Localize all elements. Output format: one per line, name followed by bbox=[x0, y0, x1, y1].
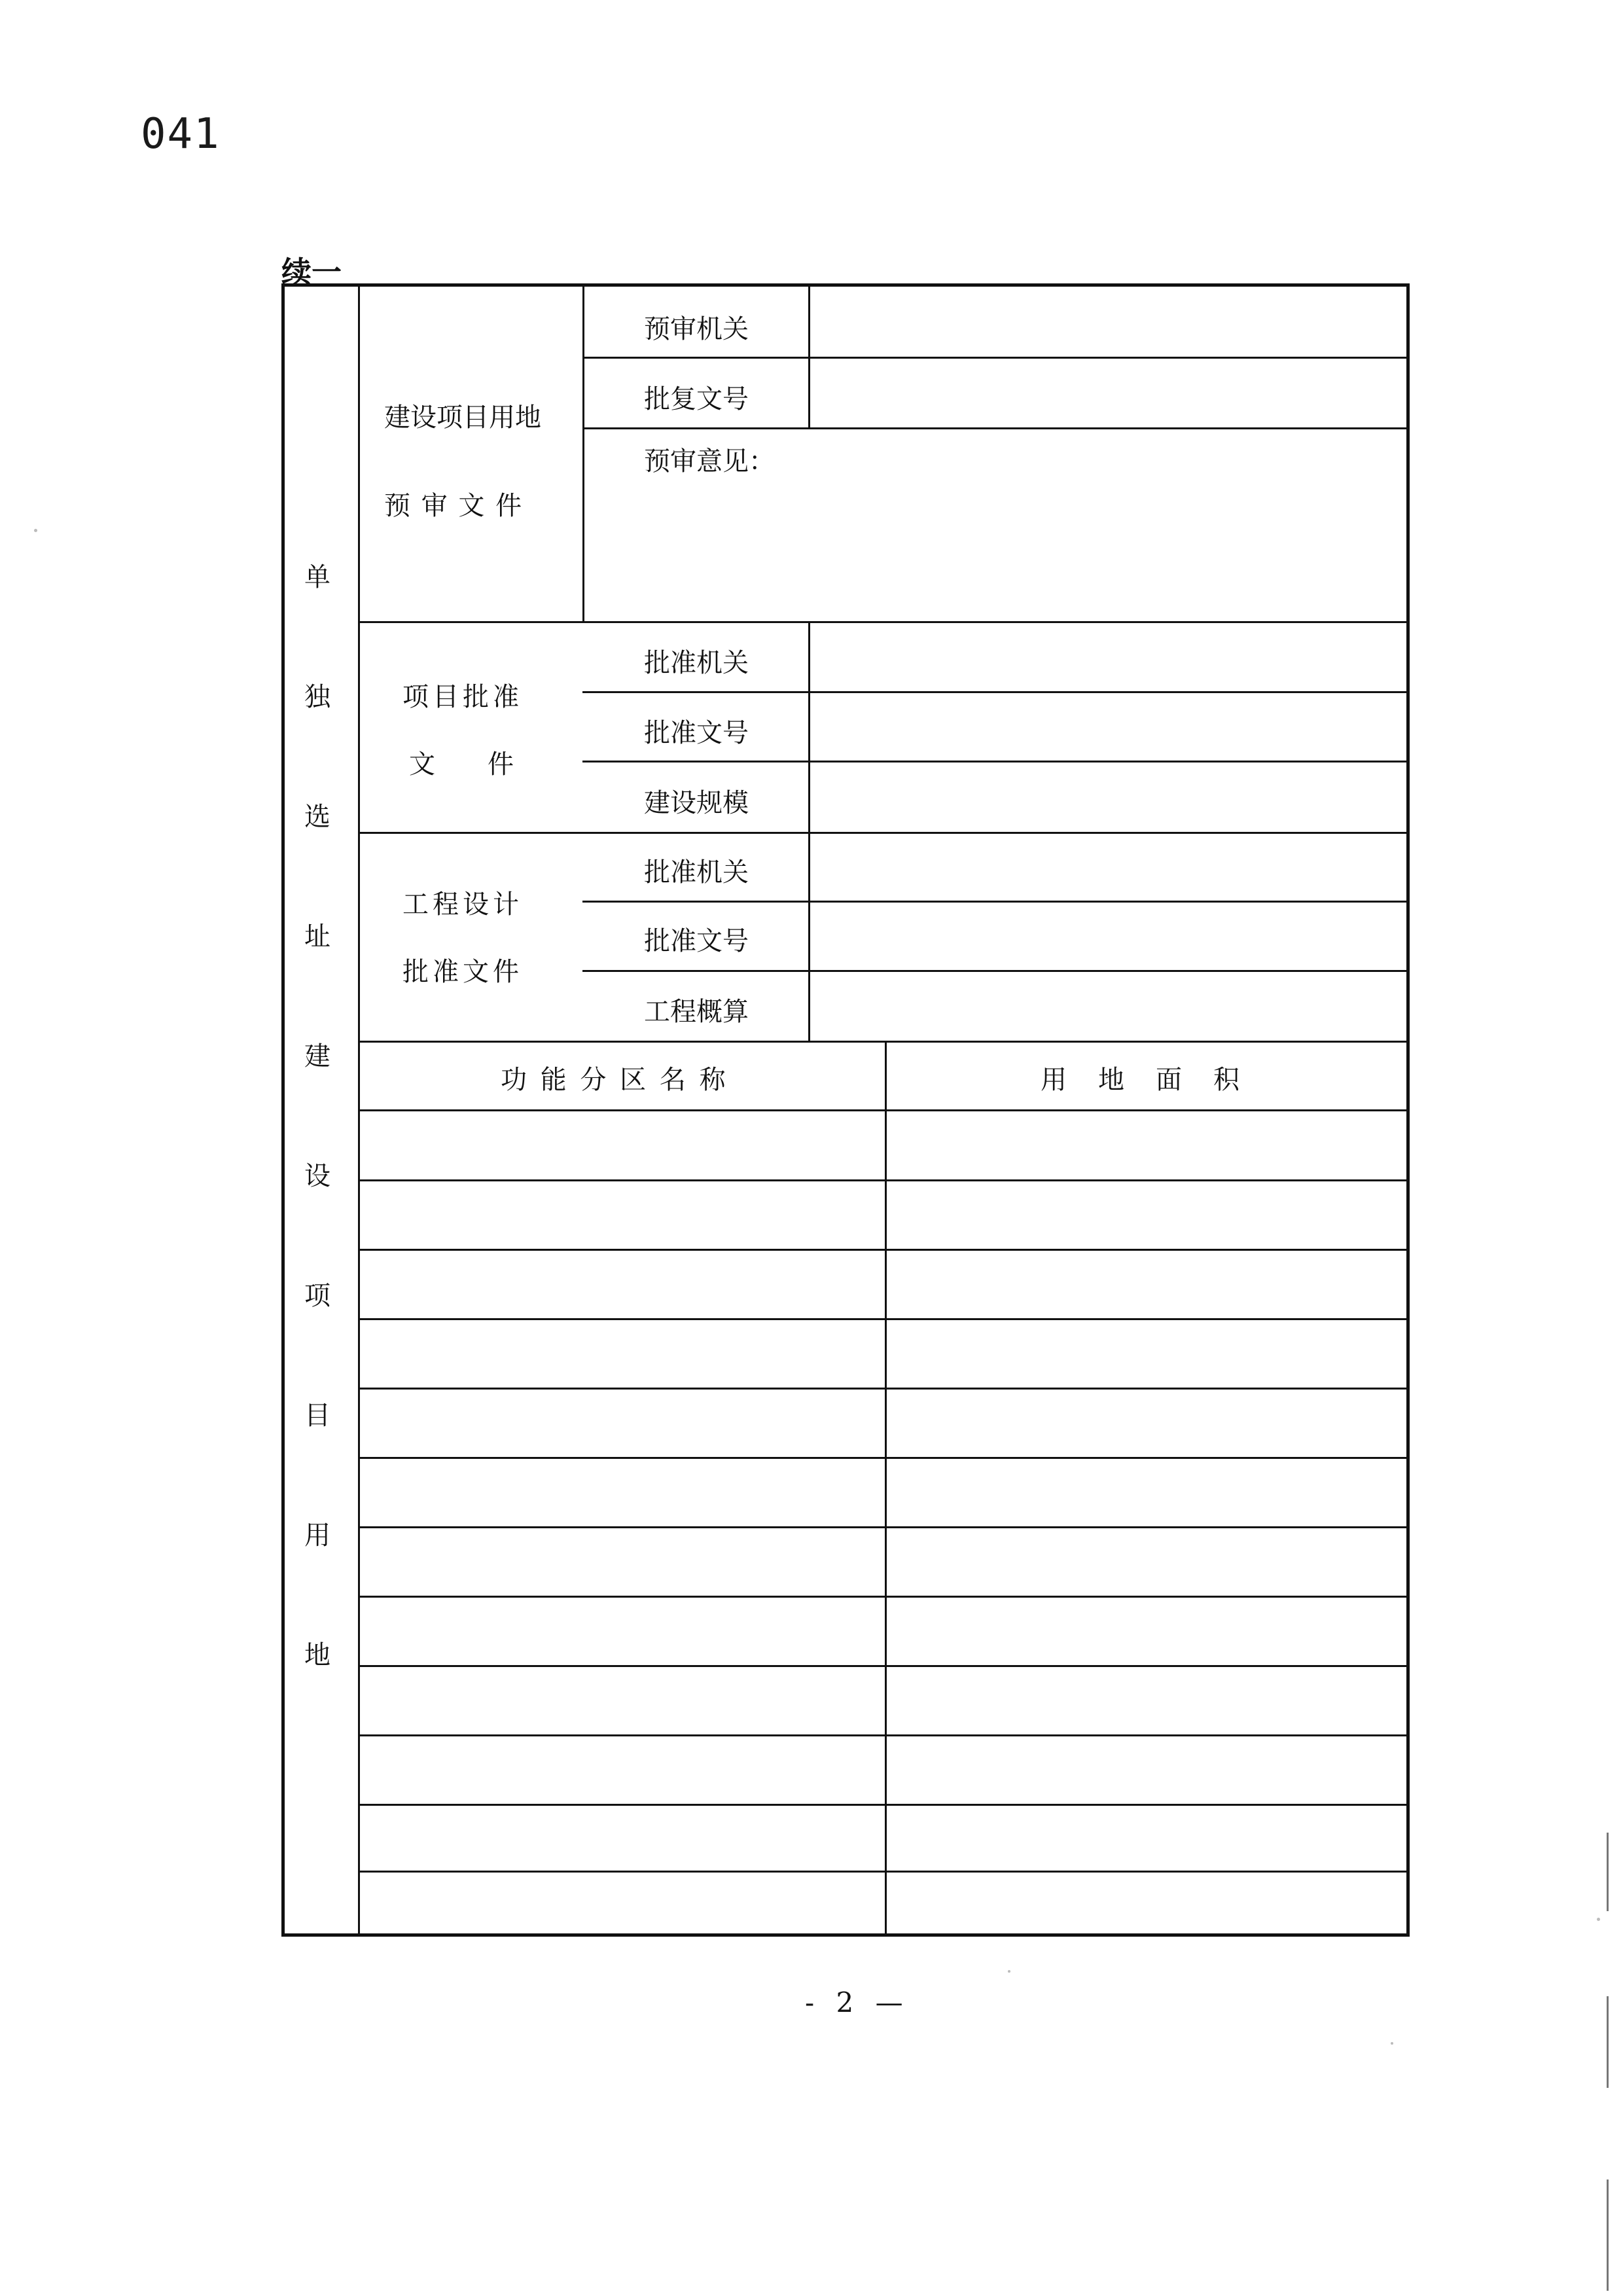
table-row bbox=[358, 1179, 1410, 1181]
scan-speck bbox=[1008, 1970, 1010, 1973]
side-title-char: 选 bbox=[304, 802, 330, 832]
table-row bbox=[358, 1388, 1410, 1390]
side-column-divider bbox=[358, 287, 360, 1937]
table-row bbox=[358, 1249, 1410, 1251]
zone-column-divider bbox=[885, 1041, 887, 1937]
table-row bbox=[358, 1526, 1410, 1528]
engineering-title-line2: 批准文件 bbox=[402, 957, 523, 987]
scan-speck bbox=[1391, 2042, 1393, 2045]
table-row bbox=[358, 1318, 1410, 1320]
field-label-divider bbox=[808, 621, 810, 832]
side-title-char: 址 bbox=[304, 922, 330, 952]
side-title-char: 项 bbox=[304, 1281, 330, 1311]
group-divider bbox=[358, 621, 1410, 623]
scan-margin-mark bbox=[1607, 1996, 1609, 2088]
row-divider bbox=[582, 761, 1410, 762]
row-divider bbox=[582, 427, 1410, 429]
scan-margin-mark bbox=[1607, 2179, 1609, 2291]
page-footer-number: - 2 — bbox=[805, 1986, 910, 2018]
field-label-divider bbox=[808, 832, 810, 1041]
table-row bbox=[358, 1457, 1410, 1459]
side-title-char: 用 bbox=[304, 1520, 330, 1551]
side-title-char: 建 bbox=[304, 1041, 330, 1071]
group-divider bbox=[358, 1041, 1410, 1043]
preapproval-docno-label: 批复文号 bbox=[644, 384, 749, 414]
engineering-docno-label: 批准文号 bbox=[644, 926, 749, 956]
table-row bbox=[358, 1596, 1410, 1598]
row-divider bbox=[582, 357, 1410, 359]
project-approval-title-line1: 项目批准 bbox=[402, 682, 523, 712]
side-title-char: 地 bbox=[304, 1640, 330, 1670]
continuation-label: 续一 bbox=[281, 255, 342, 290]
preapproval-authority-label: 预审机关 bbox=[644, 314, 749, 344]
side-title-char: 设 bbox=[304, 1161, 330, 1191]
table-row bbox=[358, 1804, 1410, 1806]
preapproval-title-line1: 建设项目用地 bbox=[384, 403, 541, 433]
engineering-title-line1: 工程设计 bbox=[402, 889, 523, 920]
scan-margin-mark bbox=[1607, 1833, 1609, 1911]
engineering-authority-label: 批准机关 bbox=[644, 857, 749, 888]
project-docno-label: 批准文号 bbox=[644, 718, 749, 748]
group-divider bbox=[358, 832, 1410, 834]
side-title-char: 单 bbox=[304, 562, 330, 592]
project-authority-label: 批准机关 bbox=[644, 648, 749, 678]
project-approval-title-line2: 文 件 bbox=[409, 749, 514, 780]
table-row bbox=[358, 1734, 1410, 1736]
engineering-budget-label: 工程概算 bbox=[644, 997, 749, 1027]
side-title-char: 目 bbox=[304, 1401, 330, 1431]
page-number-stamp: 041 bbox=[141, 110, 221, 158]
zone-name-header: 功 能 分 区 名 称 bbox=[501, 1065, 728, 1095]
scan-speck bbox=[34, 529, 37, 532]
project-scale-label: 建设规模 bbox=[644, 788, 749, 818]
table-row bbox=[358, 1871, 1410, 1873]
preapproval-opinion-label: 预审意见： bbox=[644, 446, 775, 476]
preapproval-title-line2: 预 审 文 件 bbox=[384, 491, 524, 521]
scan-speck bbox=[1597, 1918, 1600, 1921]
table-row bbox=[358, 1665, 1410, 1667]
land-use-form bbox=[281, 283, 1410, 1937]
row-divider bbox=[582, 691, 1410, 693]
zone-area-header: 用 地 面 积 bbox=[1041, 1065, 1242, 1095]
side-title-char: 独 bbox=[304, 682, 330, 712]
group-title-divider bbox=[582, 287, 584, 621]
row-divider bbox=[582, 901, 1410, 903]
row-divider bbox=[582, 970, 1410, 972]
table-row bbox=[358, 1109, 1410, 1111]
